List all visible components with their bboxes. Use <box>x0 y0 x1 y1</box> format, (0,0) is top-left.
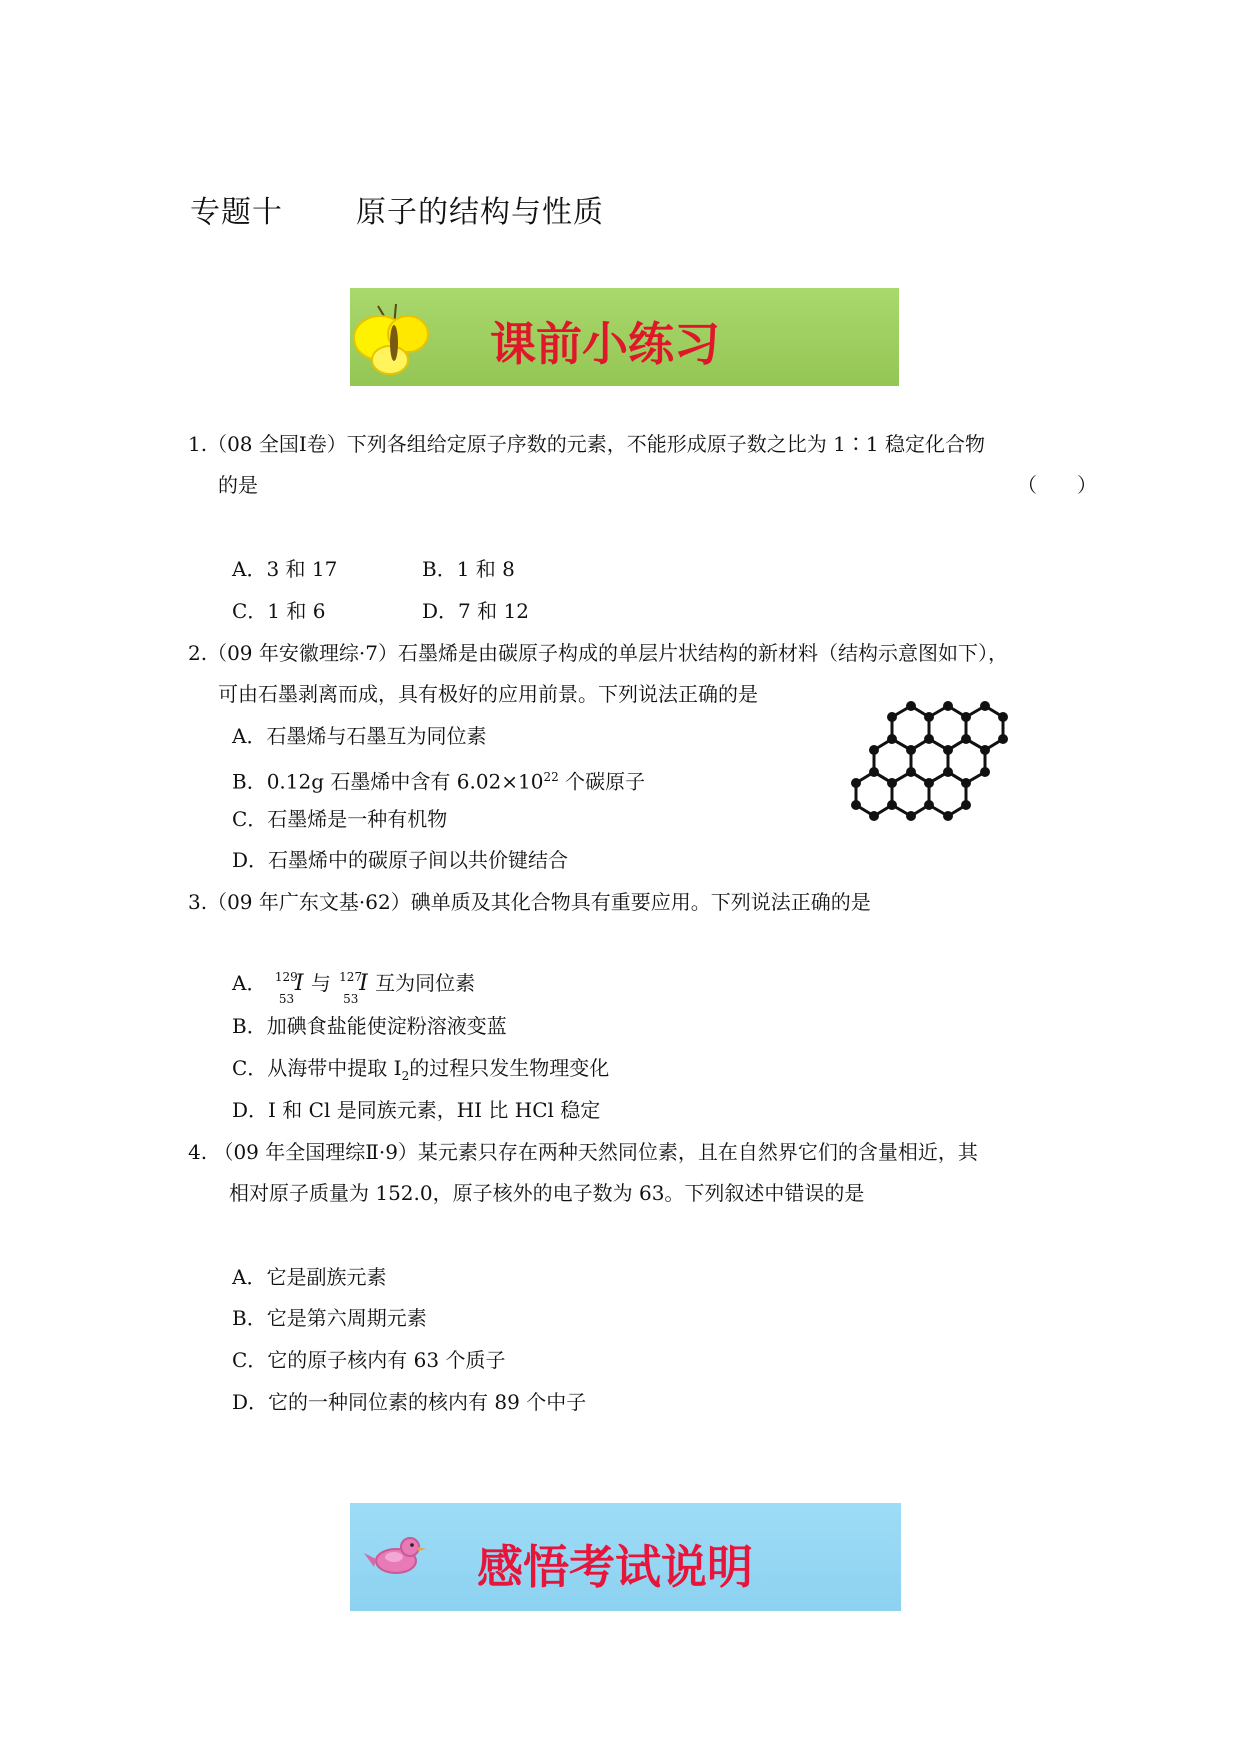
q2-option-b <box>232 765 645 794</box>
q2-option-b-tail: 个碳原子 <box>558 769 646 794</box>
page-title <box>190 187 604 231</box>
iso1-mass-number: 129 <box>274 969 298 984</box>
graphene-lattice <box>856 706 1003 816</box>
q3-option-b: B．加碘食盐能使淀粉溶液变蓝 <box>232 1014 507 1038</box>
q2-option-b-exponent: 22 <box>543 770 559 784</box>
q2-option-d: D．石墨烯中的碳原子间以共价键结合 <box>232 848 569 872</box>
exam-banner-text: 感悟考试说明 <box>477 1540 753 1594</box>
q4-option-b: B．它是第六周期元素 <box>232 1306 427 1330</box>
q3-option-a-tail: 互为同位素 <box>375 971 476 995</box>
q4-stem-line2: 相对原子质量为 152.0，原子核外的电子数为 63。下列叙述中错误的是 <box>229 1181 865 1205</box>
q2-option-b-text: B．0.12g 石墨烯中含有 6.02×10 <box>232 769 544 794</box>
q3-option-a <box>232 969 476 1006</box>
q2-stem-line1: 2.（09 年安徽理综·7）石墨烯是由碳原子构成的单层片状结构的新材料（结构示意图如下）， <box>188 641 1008 665</box>
q4-stem-line1: 4. （09 年全国理综Ⅱ·9）某元素只存在两种天然同位素，且在自然界它们的含量相近，其 <box>188 1140 978 1164</box>
butterfly-icon <box>350 288 440 386</box>
iodine-127-isotope <box>337 969 375 1006</box>
q3-option-c-subscript: 2 <box>401 1069 410 1083</box>
exam-banner <box>350 1503 901 1611</box>
q4-option-c: C．它的原子核内有 63 个质子 <box>232 1348 506 1372</box>
q1-stem-line1: 1.（08 全国Ⅰ卷）下列各组给定原子序数的元素，不能形成原子数之比为 1∶1 稳定化合物 <box>188 432 985 456</box>
practice-banner <box>350 288 899 386</box>
iso2-atomic-number: 53 <box>343 991 359 1006</box>
iso1-symbol: I <box>294 970 304 996</box>
iodine-129-isotope <box>273 969 311 1006</box>
q1-stem-line2: 的是 <box>218 473 258 497</box>
q2-option-a: A．石墨烯与石墨互为同位素 <box>232 724 487 748</box>
iso1-atomic-number: 53 <box>278 991 295 1006</box>
q1-option-c: C．1 和 6 <box>232 599 326 623</box>
q2-option-c: C．石墨烯是一种有机物 <box>232 807 448 831</box>
topic-name: 原子的结构与性质 <box>356 195 604 230</box>
q1-answer-blank: （ ） <box>1017 473 1097 497</box>
iso2-symbol: I <box>359 970 368 996</box>
iso2-mass-number: 127 <box>339 969 363 984</box>
q1-option-b: B．1 和 8 <box>422 557 515 581</box>
q4-option-d: D．它的一种同位素的核内有 89 个中子 <box>232 1390 587 1414</box>
q4-option-a: A．它是副族元素 <box>232 1265 387 1289</box>
q2-stem-line2: 可由石墨剥离而成，具有极好的应用前景。下列说法正确的是 <box>218 682 758 706</box>
q1-option-a: A．3 和 17 <box>232 557 338 581</box>
q3-option-a-and: 与 <box>310 971 331 995</box>
q3-option-c-tail: 的过程只发生物理变化 <box>409 1056 610 1080</box>
q3-option-c-text: C．从海带中提取 I <box>232 1056 402 1080</box>
graphene-structure-figure <box>848 700 1038 840</box>
q3-option-d: D．I 和 Cl 是同族元素，HI 比 HCl 稳定 <box>232 1098 601 1122</box>
q3-option-a-label: A． <box>232 971 267 995</box>
q3-stem: 3.（09 年广东文基·62）碘单质及其化合物具有重要应用。下列说法正确的是 <box>188 890 871 914</box>
q1-option-d: D．7 和 12 <box>422 599 529 623</box>
topic-number: 专题十 <box>190 195 283 230</box>
q3-option-c <box>232 1056 609 1088</box>
bird-icon <box>350 1503 440 1611</box>
practice-banner-text: 课前小练习 <box>490 317 720 371</box>
